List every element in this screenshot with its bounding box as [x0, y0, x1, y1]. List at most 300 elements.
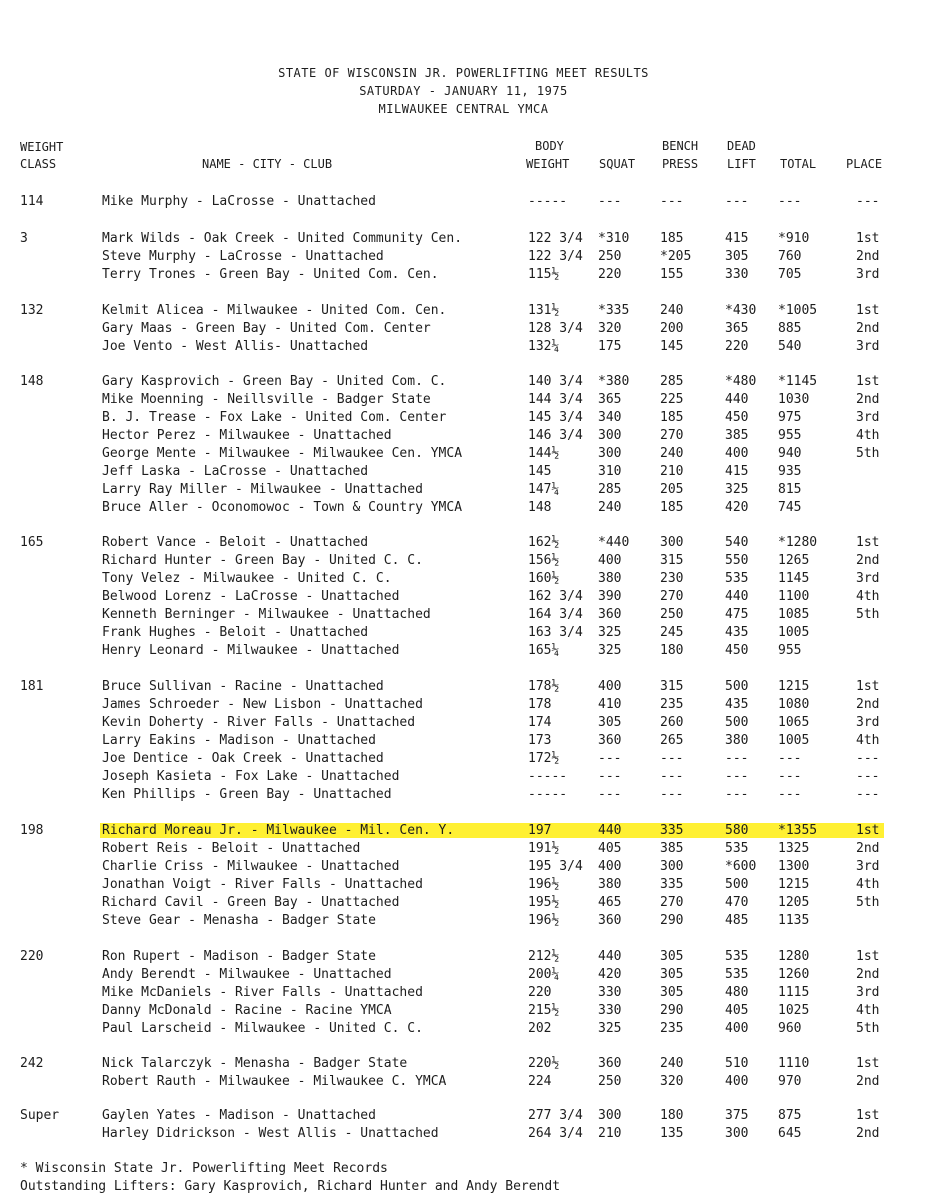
- dead-lift: 470: [725, 895, 749, 910]
- squat: 305: [598, 715, 622, 730]
- squat: 340: [598, 410, 622, 425]
- total: 1080: [778, 697, 810, 712]
- bench-press: 180: [660, 643, 684, 658]
- squat: 360: [598, 607, 622, 622]
- lifter-name: Frank Hughes - Beloit - Unattached: [102, 625, 369, 640]
- total: 1280: [778, 949, 810, 964]
- table-row: [0, 624, 927, 642]
- col-name-label: NAME - CITY - CLUB: [202, 157, 333, 171]
- lifter-name: Nick Talarczyk - Menasha - Badger State: [102, 1056, 408, 1071]
- squat: 285: [598, 482, 622, 497]
- body-weight: 144½: [528, 446, 560, 461]
- table-row: [0, 750, 927, 768]
- bench-press: 270: [660, 895, 684, 910]
- table-row: [0, 966, 927, 984]
- bench-press: 385: [660, 841, 684, 856]
- place: 1st: [856, 823, 880, 838]
- lifter-name: Ken Phillips - Green Bay - Unattached: [102, 787, 392, 802]
- total: 1260: [778, 967, 810, 982]
- lifter-name: Bruce Sullivan - Racine - Unattached: [102, 679, 384, 694]
- dead-lift: ---: [725, 751, 749, 766]
- squat: 220: [598, 267, 622, 282]
- outstanding-lifters-note: Outstanding Lifters: Gary Kasprovich, Richard Hunter and Andy Berendt: [20, 1179, 561, 1194]
- squat: ---: [598, 194, 622, 209]
- body-weight: 173: [528, 733, 552, 748]
- body-weight: -----: [528, 787, 568, 802]
- table-row: [0, 266, 927, 284]
- squat: 300: [598, 446, 622, 461]
- body-weight: 156½: [528, 553, 560, 568]
- total: 940: [778, 446, 802, 461]
- squat: 325: [598, 643, 622, 658]
- squat: 440: [598, 823, 622, 838]
- dead-lift: 535: [725, 841, 749, 856]
- col-weight-class-label-2: CLASS: [20, 157, 57, 171]
- bench-press: ---: [660, 787, 684, 802]
- squat: 360: [598, 1056, 622, 1071]
- table-row: [0, 248, 927, 266]
- lifter-name: Bruce Aller - Oconomowoc - Town & Country YMCA: [102, 500, 463, 515]
- place: 3rd: [856, 715, 880, 730]
- place: 2nd: [856, 392, 880, 407]
- total: 955: [778, 428, 802, 443]
- lifter-name: Harley Didrickson - West Allis - Unattached: [102, 1126, 439, 1141]
- total: 975: [778, 410, 802, 425]
- lifter-name: Gary Maas - Green Bay - United Com. Center: [102, 321, 431, 336]
- lifter-name: Mike McDaniels - River Falls - Unattached: [102, 985, 423, 1000]
- col-dead-label-2: LIFT: [727, 157, 756, 171]
- squat: 365: [598, 392, 622, 407]
- lifter-name: Gaylen Yates - Madison - Unattached: [102, 1108, 376, 1123]
- body-weight: 178: [528, 697, 552, 712]
- body-weight: 195½: [528, 895, 560, 910]
- total: ---: [778, 751, 802, 766]
- squat: 300: [598, 428, 622, 443]
- table-row-highlighted: [0, 822, 927, 840]
- table-row: [0, 193, 927, 211]
- meet-title: STATE OF WISCONSIN JR. POWERLIFTING MEET RESULTS: [278, 66, 649, 80]
- body-weight: 115½: [528, 267, 560, 282]
- table-row: [0, 391, 927, 409]
- place: ---: [856, 194, 880, 209]
- squat: 360: [598, 913, 622, 928]
- squat: 400: [598, 679, 622, 694]
- table-row: [0, 302, 927, 320]
- bench-press: 270: [660, 428, 684, 443]
- squat: ---: [598, 787, 622, 802]
- col-squat-label: SQUAT: [599, 157, 636, 171]
- lifter-name: Gary Kasprovich - Green Bay - United Com. C.: [102, 374, 447, 389]
- col-place-label: PLACE: [846, 157, 883, 171]
- body-weight: 212½: [528, 949, 560, 964]
- squat: 320: [598, 321, 622, 336]
- bench-press: 290: [660, 1003, 684, 1018]
- bench-press: 290: [660, 913, 684, 928]
- table-row: [0, 696, 927, 714]
- place: ---: [856, 769, 880, 784]
- body-weight: 191½: [528, 841, 560, 856]
- dead-lift: 415: [725, 231, 749, 246]
- squat: 240: [598, 500, 622, 515]
- dead-lift: 510: [725, 1056, 749, 1071]
- total: *910: [778, 231, 810, 246]
- dead-lift: 550: [725, 553, 749, 568]
- lifter-name: Joseph Kasieta - Fox Lake - Unattached: [102, 769, 400, 784]
- body-weight: 122 3/4: [528, 231, 583, 246]
- bench-press: 225: [660, 392, 684, 407]
- bench-press: 315: [660, 679, 684, 694]
- squat: 440: [598, 949, 622, 964]
- lifter-name: Belwood Lorenz - LaCrosse - Unattached: [102, 589, 400, 604]
- body-weight: 224: [528, 1074, 552, 1089]
- dead-lift: 500: [725, 715, 749, 730]
- place: 2nd: [856, 249, 880, 264]
- bench-press: 305: [660, 949, 684, 964]
- dead-lift: 220: [725, 339, 749, 354]
- bench-press: 235: [660, 697, 684, 712]
- total: 1025: [778, 1003, 810, 1018]
- place: 4th: [856, 877, 880, 892]
- table-row: [0, 1125, 927, 1143]
- dead-lift: 400: [725, 1021, 749, 1036]
- table-row: [0, 732, 927, 750]
- total: ---: [778, 769, 802, 784]
- bench-press: 155: [660, 267, 684, 282]
- table-row: [0, 230, 927, 248]
- place: ---: [856, 787, 880, 802]
- total: 1065: [778, 715, 810, 730]
- meet-date: SATURDAY - JANUARY 11, 1975: [359, 84, 568, 98]
- place: 3rd: [856, 410, 880, 425]
- bench-press: ---: [660, 751, 684, 766]
- squat: *335: [598, 303, 630, 318]
- dead-lift: *480: [725, 374, 757, 389]
- body-weight: 147¼: [528, 482, 560, 497]
- lifter-name: Joe Vento - West Allis- Unattached: [102, 339, 369, 354]
- dead-lift: 485: [725, 913, 749, 928]
- body-weight: 178½: [528, 679, 560, 694]
- bench-press: 230: [660, 571, 684, 586]
- body-weight: 144 3/4: [528, 392, 583, 407]
- lifter-name: Charlie Criss - Milwaukee - Unattached: [102, 859, 400, 874]
- weight-class: 132: [20, 303, 44, 318]
- col-body-weight-label-2: WEIGHT: [526, 157, 570, 171]
- bench-press: 135: [660, 1126, 684, 1141]
- lifter-name: Richard Cavil - Green Bay - Unattached: [102, 895, 400, 910]
- col-bench-label-2: PRESS: [662, 157, 699, 171]
- bench-press: 335: [660, 823, 684, 838]
- dead-lift: 365: [725, 321, 749, 336]
- dead-lift: 380: [725, 733, 749, 748]
- dead-lift: 405: [725, 1003, 749, 1018]
- bench-press: 315: [660, 553, 684, 568]
- dead-lift: 450: [725, 643, 749, 658]
- lifter-name: Ron Rupert - Madison - Badger State: [102, 949, 376, 964]
- squat: 400: [598, 553, 622, 568]
- body-weight: 163 3/4: [528, 625, 583, 640]
- body-weight: 122 3/4: [528, 249, 583, 264]
- table-row: [0, 445, 927, 463]
- body-weight: 264 3/4: [528, 1126, 583, 1141]
- lifter-name: Richard Hunter - Green Bay - United C. C.: [102, 553, 423, 568]
- total: 760: [778, 249, 802, 264]
- table-row: [0, 642, 927, 660]
- meet-location: MILWAUKEE CENTRAL YMCA: [378, 102, 549, 116]
- place: 1st: [856, 374, 880, 389]
- dead-lift: 500: [725, 679, 749, 694]
- bench-press: 180: [660, 1108, 684, 1123]
- body-weight: 162 3/4: [528, 589, 583, 604]
- total: 885: [778, 321, 802, 336]
- lifter-name: Larry Eakins - Madison - Unattached: [102, 733, 376, 748]
- lifter-name: Tony Velez - Milwaukee - United C. C.: [102, 571, 392, 586]
- lifter-name: Mark Wilds - Oak Creek - United Community Cen.: [102, 231, 463, 246]
- total: ---: [778, 194, 802, 209]
- bench-press: 240: [660, 446, 684, 461]
- table-row: [0, 786, 927, 804]
- squat: *380: [598, 374, 630, 389]
- dead-lift: 415: [725, 464, 749, 479]
- body-weight: 195 3/4: [528, 859, 583, 874]
- place: 4th: [856, 428, 880, 443]
- weight-class: 148: [20, 374, 44, 389]
- total: 1005: [778, 625, 810, 640]
- squat: 330: [598, 1003, 622, 1018]
- squat: 420: [598, 967, 622, 982]
- bench-press: 300: [660, 535, 684, 550]
- dead-lift: 300: [725, 1126, 749, 1141]
- squat: 210: [598, 1126, 622, 1141]
- body-weight: -----: [528, 194, 568, 209]
- place: 5th: [856, 607, 880, 622]
- total: 1030: [778, 392, 810, 407]
- place: 1st: [856, 679, 880, 694]
- total: 935: [778, 464, 802, 479]
- bench-press: ---: [660, 194, 684, 209]
- body-weight: 172½: [528, 751, 560, 766]
- bench-press: 200: [660, 321, 684, 336]
- squat: 330: [598, 985, 622, 1000]
- total: *1280: [778, 535, 818, 550]
- col-bench-label-1: BENCH: [662, 139, 699, 153]
- bench-press: 305: [660, 985, 684, 1000]
- table-row: [0, 588, 927, 606]
- total: 645: [778, 1126, 802, 1141]
- dead-lift: ---: [725, 787, 749, 802]
- body-weight: 140 3/4: [528, 374, 583, 389]
- table-row: [0, 409, 927, 427]
- place: 2nd: [856, 841, 880, 856]
- place: 2nd: [856, 321, 880, 336]
- bench-press: 305: [660, 967, 684, 982]
- place: 2nd: [856, 1074, 880, 1089]
- weight-class: Super: [20, 1108, 60, 1123]
- table-row: [0, 534, 927, 552]
- place: 2nd: [856, 967, 880, 982]
- place: 4th: [856, 1003, 880, 1018]
- dead-lift: 580: [725, 823, 749, 838]
- table-row: [0, 1020, 927, 1038]
- place: 1st: [856, 1056, 880, 1071]
- table-row: [0, 570, 927, 588]
- bench-press: 270: [660, 589, 684, 604]
- table-row: [0, 463, 927, 481]
- body-weight: 132¼: [528, 339, 560, 354]
- dead-lift: 535: [725, 949, 749, 964]
- squat: 325: [598, 1021, 622, 1036]
- table-row: [0, 320, 927, 338]
- weight-class: 181: [20, 679, 44, 694]
- table-row: [0, 876, 927, 894]
- place: 3rd: [856, 985, 880, 1000]
- lifter-name: Richard Moreau Jr. - Milwaukee - Mil. Cen. Y.: [102, 823, 455, 838]
- bench-press: 185: [660, 231, 684, 246]
- bench-press: 260: [660, 715, 684, 730]
- weight-class: 165: [20, 535, 44, 550]
- col-dead-label-1: DEAD: [727, 139, 756, 153]
- table-row: [0, 373, 927, 391]
- dead-lift: ---: [725, 769, 749, 784]
- bench-press: 240: [660, 303, 684, 318]
- table-row: [0, 499, 927, 517]
- squat: *440: [598, 535, 630, 550]
- squat: 250: [598, 249, 622, 264]
- bench-press: ---: [660, 769, 684, 784]
- bench-press: 300: [660, 859, 684, 874]
- squat: 390: [598, 589, 622, 604]
- lifter-name: Kevin Doherty - River Falls - Unattached: [102, 715, 416, 730]
- place: 3rd: [856, 571, 880, 586]
- place: 2nd: [856, 1126, 880, 1141]
- place: 5th: [856, 1021, 880, 1036]
- dead-lift: 400: [725, 1074, 749, 1089]
- place: 4th: [856, 589, 880, 604]
- dead-lift: 330: [725, 267, 749, 282]
- squat: ---: [598, 769, 622, 784]
- col-weight-class-label-1: WEIGHT: [20, 140, 64, 154]
- table-row: [0, 338, 927, 356]
- squat: ---: [598, 751, 622, 766]
- dead-lift: 440: [725, 589, 749, 604]
- place: 1st: [856, 1108, 880, 1123]
- lifter-name: Kelmit Alicea - Milwaukee - United Com. Cen.: [102, 303, 447, 318]
- total: 1215: [778, 679, 810, 694]
- dead-lift: 375: [725, 1108, 749, 1123]
- weight-class: 3: [20, 231, 28, 246]
- table-row: [0, 1055, 927, 1073]
- squat: *310: [598, 231, 630, 246]
- place: ---: [856, 751, 880, 766]
- table-row: [0, 1107, 927, 1125]
- table-row: [0, 481, 927, 499]
- lifter-name: Henry Leonard - Milwaukee - Unattached: [102, 643, 400, 658]
- lifter-name: Paul Larscheid - Milwaukee - United C. C.: [102, 1021, 423, 1036]
- lifter-name: James Schroeder - New Lisbon - Unattached: [102, 697, 423, 712]
- lifter-name: Andy Berendt - Milwaukee - Unattached: [102, 967, 392, 982]
- dead-lift: *430: [725, 303, 757, 318]
- table-row: [0, 894, 927, 912]
- bench-press: 145: [660, 339, 684, 354]
- place: 1st: [856, 231, 880, 246]
- dead-lift: ---: [725, 194, 749, 209]
- total: 1135: [778, 913, 810, 928]
- body-weight: 131½: [528, 303, 560, 318]
- body-weight: -----: [528, 769, 568, 784]
- body-weight: 164 3/4: [528, 607, 583, 622]
- lifter-name: Jeff Laska - LaCrosse - Unattached: [102, 464, 369, 479]
- weight-class: 114: [20, 194, 44, 209]
- place: 1st: [856, 303, 880, 318]
- dead-lift: 325: [725, 482, 749, 497]
- total: 1085: [778, 607, 810, 622]
- body-weight: 277 3/4: [528, 1108, 583, 1123]
- weight-class: 242: [20, 1056, 44, 1071]
- lifter-name: Steve Gear - Menasha - Badger State: [102, 913, 376, 928]
- total: 955: [778, 643, 802, 658]
- bench-press: 240: [660, 1056, 684, 1071]
- squat: 465: [598, 895, 622, 910]
- body-weight: 196½: [528, 877, 560, 892]
- total: 1005: [778, 733, 810, 748]
- total: 815: [778, 482, 802, 497]
- total: 1115: [778, 985, 810, 1000]
- place: 5th: [856, 446, 880, 461]
- table-row: [0, 840, 927, 858]
- bench-press: 185: [660, 410, 684, 425]
- body-weight: 165¼: [528, 643, 560, 658]
- dead-lift: 385: [725, 428, 749, 443]
- place: 2nd: [856, 697, 880, 712]
- squat: 380: [598, 877, 622, 892]
- squat: 360: [598, 733, 622, 748]
- total: 705: [778, 267, 802, 282]
- dead-lift: 420: [725, 500, 749, 515]
- body-weight: 215½: [528, 1003, 560, 1018]
- total: 970: [778, 1074, 802, 1089]
- dead-lift: 540: [725, 535, 749, 550]
- bench-press: 285: [660, 374, 684, 389]
- body-weight: 160½: [528, 571, 560, 586]
- total: ---: [778, 787, 802, 802]
- total: 1215: [778, 877, 810, 892]
- dead-lift: 500: [725, 877, 749, 892]
- dead-lift: 475: [725, 607, 749, 622]
- bench-press: 265: [660, 733, 684, 748]
- bench-press: *205: [660, 249, 692, 264]
- total: *1145: [778, 374, 818, 389]
- dead-lift: 480: [725, 985, 749, 1000]
- total: 1110: [778, 1056, 810, 1071]
- lifter-name: Robert Vance - Beloit - Unattached: [102, 535, 369, 550]
- table-row: [0, 427, 927, 445]
- total: 745: [778, 500, 802, 515]
- dead-lift: 535: [725, 571, 749, 586]
- squat: 380: [598, 571, 622, 586]
- lifter-name: Steve Murphy - LaCrosse - Unattached: [102, 249, 384, 264]
- bench-press: 250: [660, 607, 684, 622]
- place: 4th: [856, 733, 880, 748]
- dead-lift: 305: [725, 249, 749, 264]
- bench-press: 205: [660, 482, 684, 497]
- table-row: [0, 1073, 927, 1091]
- body-weight: 145 3/4: [528, 410, 583, 425]
- col-total-label: TOTAL: [780, 157, 817, 171]
- lifter-name: Terry Trones - Green Bay - United Com. Cen.: [102, 267, 439, 282]
- lifter-name: Joe Dentice - Oak Creek - Unattached: [102, 751, 384, 766]
- lifter-name: Jonathan Voigt - River Falls - Unattached: [102, 877, 423, 892]
- dead-lift: *600: [725, 859, 757, 874]
- squat: 400: [598, 859, 622, 874]
